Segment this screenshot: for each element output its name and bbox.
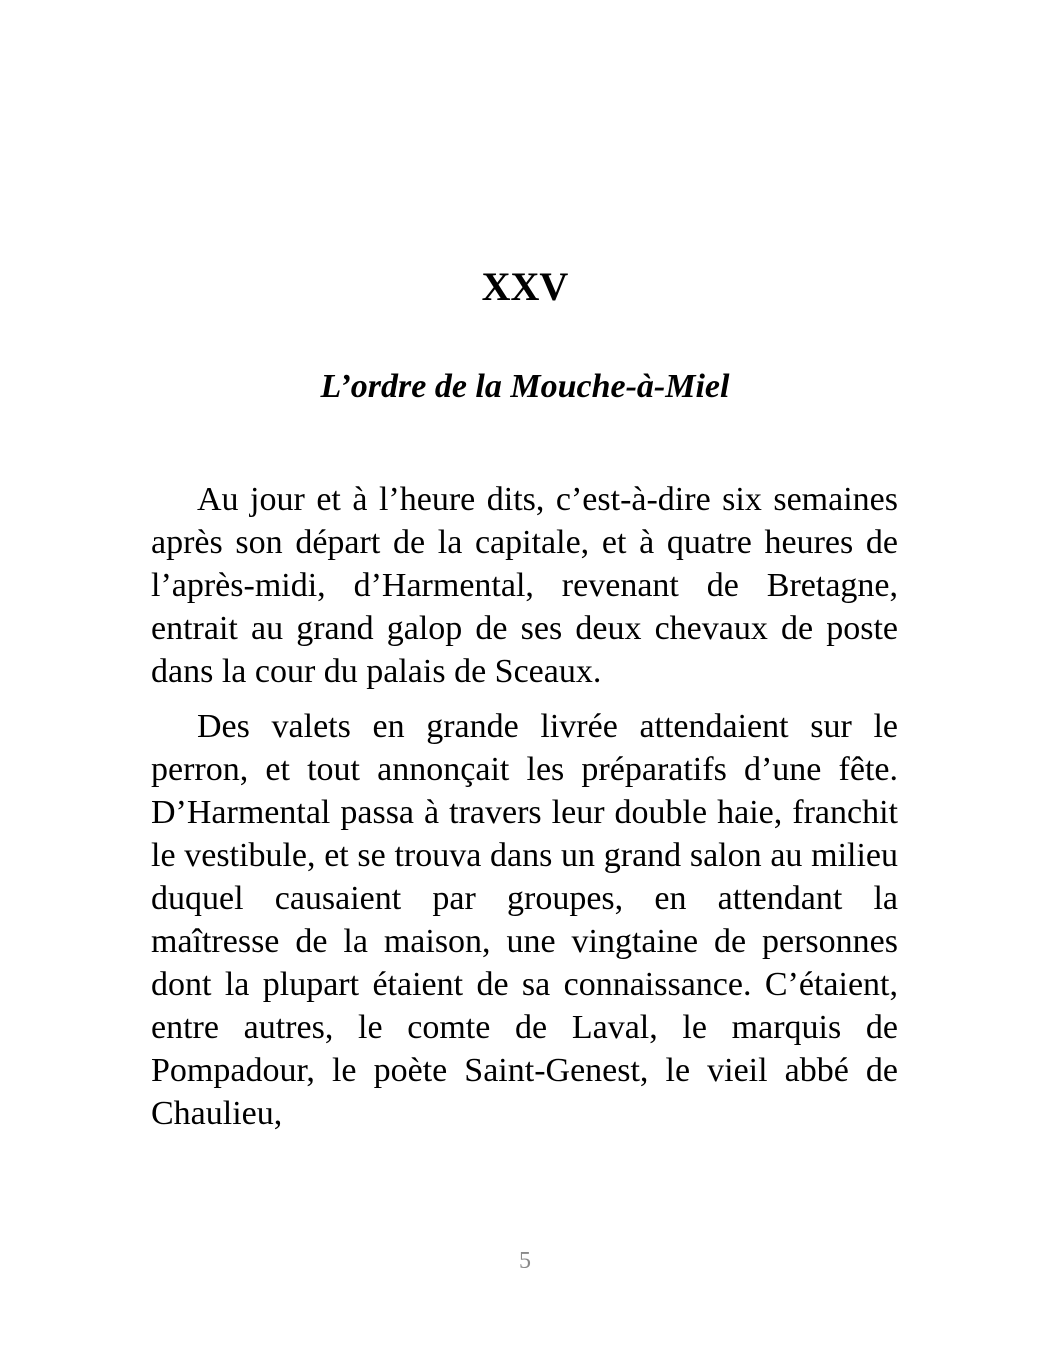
page-number: 5 — [519, 1248, 531, 1274]
paragraph-2: Des valets en grande livrée attendaient sur le perron, et tout annonçait les préparatifs d’une fête. D’Harmental passa à travers leur double haie, franchit le vestibule, et se trouva dans un grand salon au milieu duquel causaient par groupes, en attendant la maîtresse de la maison, une vingtaine de personnes dont la plupart étaient de sa connaissance. C’étaient, entre autres, le comte de Laval, le marquis de Pompadour, le poète Saint-Genest, le vieil abbé de Chaulieu, — [151, 708, 898, 1132]
chapter-number: XXV — [481, 264, 569, 309]
paragraph-1: Au jour et à l’heure dits, c’est-à-dire six semaines après son départ de la capitale, et à quatre heures de l’après-midi, d’Harmental, revenant de Bretagne, entrait au grand galop de ses deux chevaux de poste dans la cour du palais de Sceaux. — [151, 481, 898, 690]
chapter-title: L’ordre de la Mouche-à-Miel — [320, 368, 730, 405]
chapter-body — [151, 478, 898, 1147]
